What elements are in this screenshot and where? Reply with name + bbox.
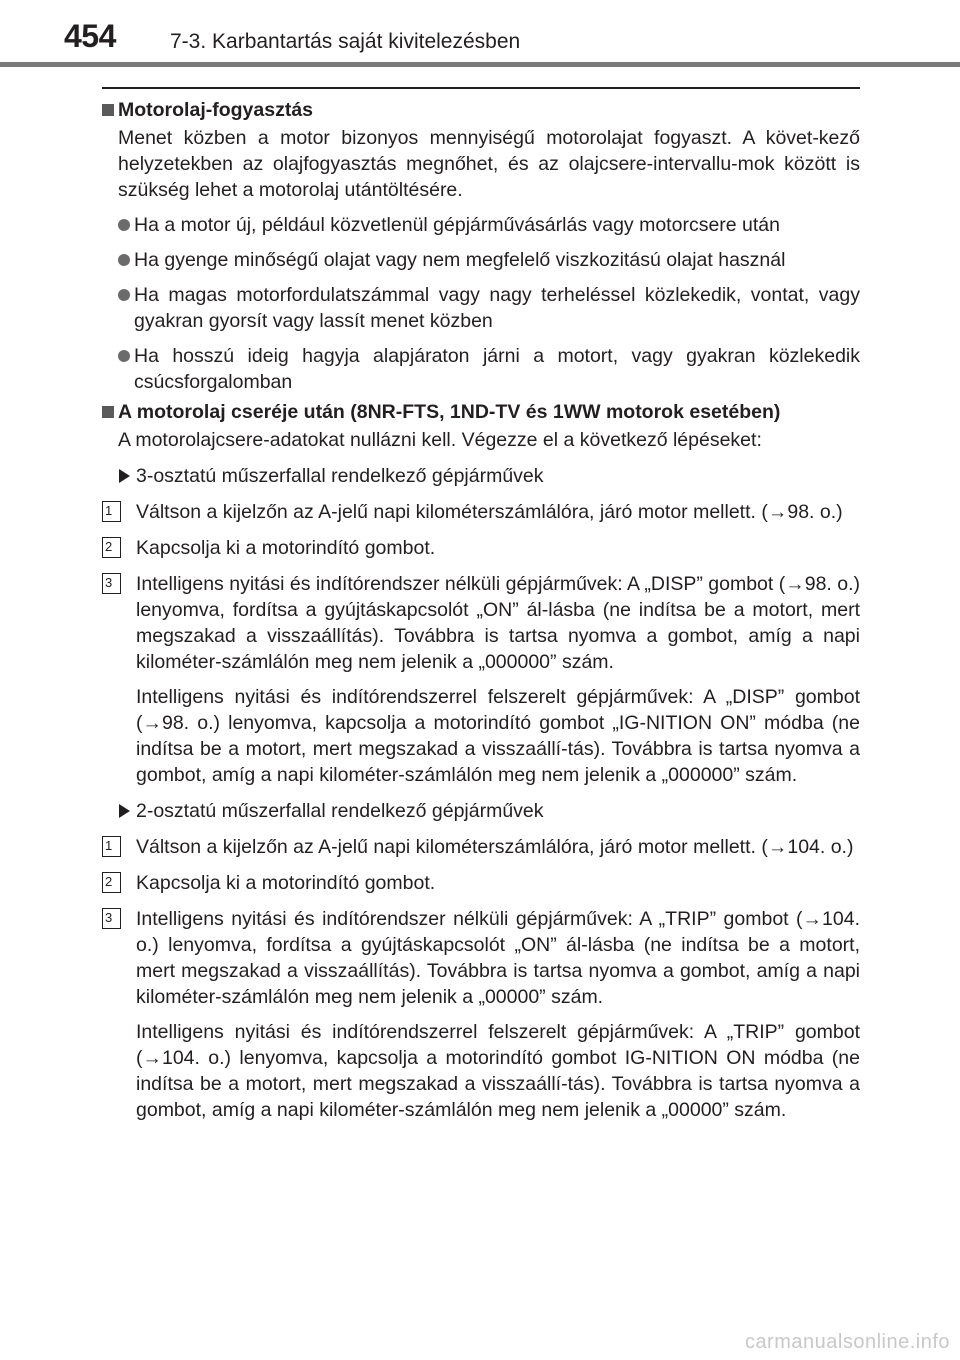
oil-change-intro: A motorolajcsere-adatokat nullázni kell. Végezze el a következő lépéseket: xyxy=(118,429,762,451)
triangle-arrow-icon xyxy=(119,804,130,818)
content-divider xyxy=(102,87,860,89)
step-item: 1 Váltson a kijelzőn az A-jelű napi kilométerszámlálóra, járó motor mellett. (→104. o.) xyxy=(102,834,860,860)
round-bullet-icon xyxy=(118,219,130,231)
step-item: 2 Kapcsolja ki a motorindító gombot. xyxy=(102,535,860,561)
watermark: carmanualsonline.info xyxy=(744,1331,950,1353)
list-item: Ha a motor új, például közvetlenül gépjárművásárlás vagy motorcsere után xyxy=(102,212,860,238)
step-continuation: Intelligens nyitási és indítórendszerrel felszerelt gépjárművek: A „DISP” gombot (→98. o.) lenyomva, kapcsolja a motorindító gombot „IG-NITION ON” módba (ne indítsa be a motort, mert megszakad a visszaállí-tás). Továbbra is tartsa nyomva a gombot, amíg a napi kilométer-számlálón meg nem jelenik a „000000” szám. xyxy=(136,686,860,786)
oil-change-heading: A motorolaj cseréje után (8NR-FTS, 1ND-TV és 1WW motorok esetében) xyxy=(102,399,860,425)
step-number: 1 xyxy=(102,501,121,522)
list-item: Ha magas motorfordulatszámmal vagy nagy terheléssel közlekedik, vontat, vagy gyakran gyorsít vagy lassít menet közben xyxy=(102,282,860,334)
step-number: 3 xyxy=(102,573,121,594)
oil-consumption-heading: Motorolaj-fogyasztás xyxy=(102,97,860,123)
step-continuation: Intelligens nyitási és indítórendszerrel felszerelt gépjárművek: A „TRIP” gombot (→104. o.) lenyomva, kapcsolja a motorindító gombot IG-NITION ON módba (ne indítsa be a motort, mert megszakad a visszaállí-tás). Továbbra is tartsa nyomva a gombot, amíg a napi kilométer-számlálón meg nem jelenik a „00000” szám. xyxy=(136,1021,860,1121)
step-number: 1 xyxy=(102,836,121,857)
list-item: Ha gyenge minőségű olajat vagy nem megfelelő viszkozitású olajat használ xyxy=(102,247,860,273)
section-title: 7-3. Karbantartás saját kivitelezésben xyxy=(170,30,521,53)
page-content xyxy=(102,93,860,1123)
step-item: 3 Intelligens nyitási és indítórendszer nélküli gépjárművek: A „DISP” gombot (→98. o.) lenyomva, fordítsa a gyújtáskapcsolót „ON” ál-lásba (ne indítsa be a motort, mert megszakad a visszaállítás). Továbbra is tartsa nyomva a gombot, amíg a napi kilométer-számlálón meg nem jelenik a „000000” szám. xyxy=(102,571,860,675)
round-bullet-icon xyxy=(118,254,130,266)
triangle-arrow-icon xyxy=(119,469,130,483)
list-item: Ha hosszú ideig hagyja alapjáraton járni a motort, vagy gyakran közlekedik csúcsforgalomban xyxy=(102,343,860,395)
step-number: 2 xyxy=(102,537,121,558)
round-bullet-icon xyxy=(118,289,130,301)
step-number: 3 xyxy=(102,908,121,929)
page-number: 454 xyxy=(64,18,116,54)
three-meter-subheading: 3-osztatú műszerfallal rendelkező gépjárművek xyxy=(102,463,860,489)
page-header xyxy=(0,0,960,68)
square-bullet-icon xyxy=(102,406,114,418)
oil-consumption-intro: Menet közben a motor bizonyos mennyiségű motorolajat fogyaszt. A követ-kező helyzetekben az olajfogyasztás megnőhet, és az olajcsere-intervallu-mok között is szükség lehet a motorolaj utántöltésére. xyxy=(118,127,860,201)
square-bullet-icon xyxy=(102,104,114,116)
step-number: 2 xyxy=(102,872,121,893)
header-divider xyxy=(0,62,960,67)
step-item: 3 Intelligens nyitási és indítórendszer nélküli gépjárművek: A „TRIP” gombot (→104. o.) lenyomva, fordítsa a gyújtáskapcsolót „ON” ál-lásba (ne indítsa be a motort, mert megszakad a visszaállítás). Továbbra is tartsa nyomva a gombot, amíg a napi kilométer-számlálón meg nem jelenik a „00000” szám. xyxy=(102,906,860,1010)
two-meter-subheading: 2-osztatú műszerfallal rendelkező gépjárművek xyxy=(102,798,860,824)
round-bullet-icon xyxy=(118,350,130,362)
step-item: 2 Kapcsolja ki a motorindító gombot. xyxy=(102,870,860,896)
step-item: 1 Váltson a kijelzőn az A-jelű napi kilométerszámlálóra, járó motor mellett. (→98. o.) xyxy=(102,499,860,525)
